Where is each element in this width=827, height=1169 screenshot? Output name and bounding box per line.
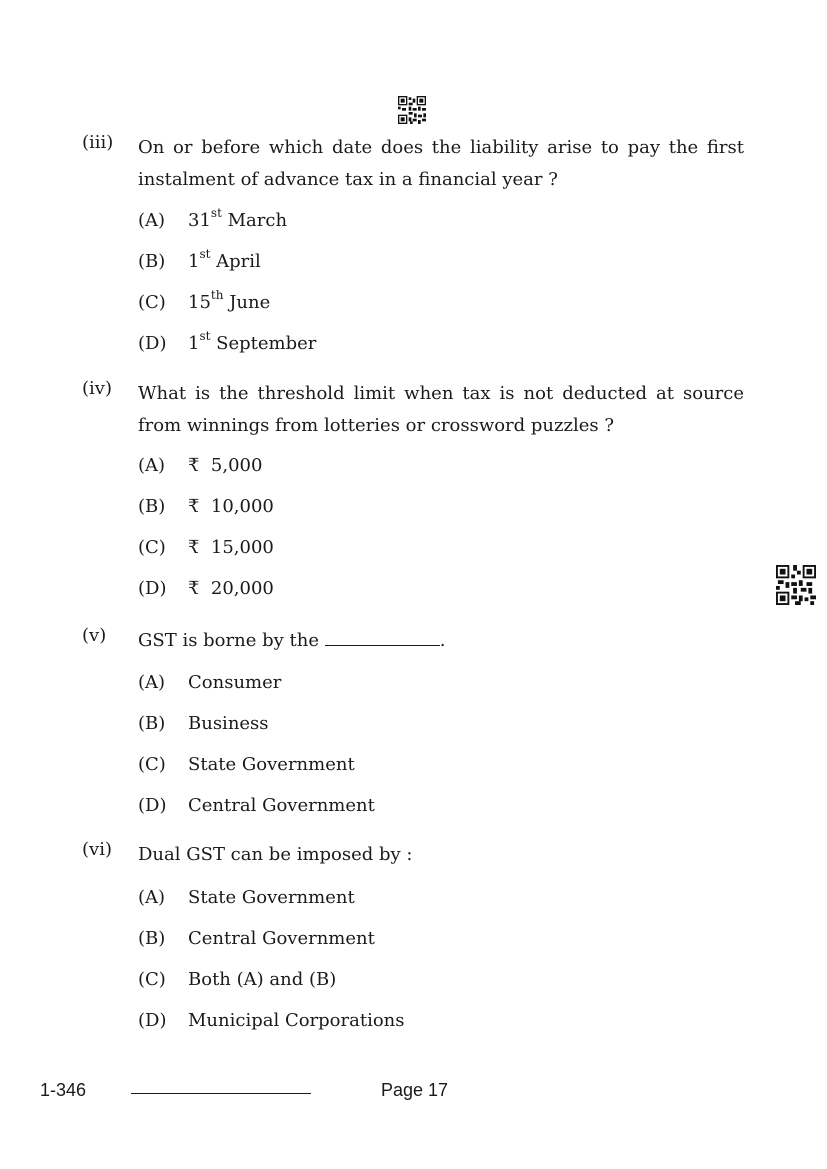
option-value: ₹ 5,000 xyxy=(188,455,263,476)
option-d xyxy=(138,578,274,599)
question-text: Dual GST can be imposed by : xyxy=(138,844,413,865)
option-value: ₹ 10,000 xyxy=(188,496,274,517)
answer-blank xyxy=(325,631,440,646)
option-c xyxy=(138,969,336,990)
option-value: State Government xyxy=(188,887,355,908)
option-letter: (D) xyxy=(138,333,167,354)
option-value: 31st March xyxy=(188,206,288,231)
option-c xyxy=(138,537,274,558)
question-text: GST is borne by the . xyxy=(138,630,446,651)
option-letter: (D) xyxy=(138,578,167,599)
option-letter: (A) xyxy=(138,455,166,476)
option-letter: (A) xyxy=(138,672,166,693)
option-value: Consumer xyxy=(188,672,282,693)
option-a xyxy=(138,455,262,476)
option-b xyxy=(138,496,274,517)
option-d xyxy=(138,795,375,816)
option-letter: (D) xyxy=(138,1010,167,1031)
option-letter: (B) xyxy=(138,251,166,272)
question-number: (iv) xyxy=(82,378,112,399)
question-number: (vi) xyxy=(82,839,112,860)
option-letter: (C) xyxy=(138,537,166,558)
question-v xyxy=(82,625,744,657)
qr-code-icon xyxy=(398,96,426,124)
option-value: Both (A) and (B) xyxy=(188,969,337,990)
option-a xyxy=(138,887,355,908)
option-value: ₹ 20,000 xyxy=(188,578,274,599)
question-number: (v) xyxy=(82,625,107,646)
option-d xyxy=(138,1010,405,1031)
page-number: Page 17 xyxy=(381,1080,449,1100)
option-letter: (B) xyxy=(138,713,166,734)
question-iv xyxy=(82,378,744,442)
option-letter: (B) xyxy=(138,496,166,517)
option-value: Municipal Corporations xyxy=(188,1010,405,1031)
qr-code-icon xyxy=(776,565,816,605)
footer-divider xyxy=(131,1093,311,1094)
option-letter: (D) xyxy=(138,795,167,816)
option-value: Business xyxy=(188,713,269,734)
question-vi xyxy=(82,839,744,871)
option-value: 1st April xyxy=(188,247,261,272)
option-letter: (C) xyxy=(138,292,166,313)
question-iii xyxy=(82,132,744,196)
question-text: What is the threshold limit when tax is not deducted at source from winnings from lotteries or crossword puzzles ? xyxy=(138,383,744,436)
option-value: State Government xyxy=(188,754,355,775)
option-a xyxy=(138,206,288,231)
option-value: 1st September xyxy=(188,329,317,354)
option-b xyxy=(138,928,375,949)
option-value: 15th June xyxy=(188,288,271,313)
option-value: Central Government xyxy=(188,928,375,949)
option-letter: (A) xyxy=(138,210,166,231)
paper-code: 1-346 xyxy=(40,1080,87,1100)
option-c xyxy=(138,288,271,313)
option-d xyxy=(138,329,317,354)
option-value: Central Government xyxy=(188,795,375,816)
option-c xyxy=(138,754,355,775)
option-b xyxy=(138,247,261,272)
option-b xyxy=(138,713,269,734)
question-text: On or before which date does the liability arise to pay the first instalment of advance tax in a financial year ? xyxy=(138,137,744,190)
option-a xyxy=(138,672,281,693)
option-letter: (C) xyxy=(138,754,166,775)
option-letter: (B) xyxy=(138,928,166,949)
option-letter: (A) xyxy=(138,887,166,908)
question-number: (iii) xyxy=(82,132,114,153)
option-value: ₹ 15,000 xyxy=(188,537,274,558)
option-letter: (C) xyxy=(138,969,166,990)
